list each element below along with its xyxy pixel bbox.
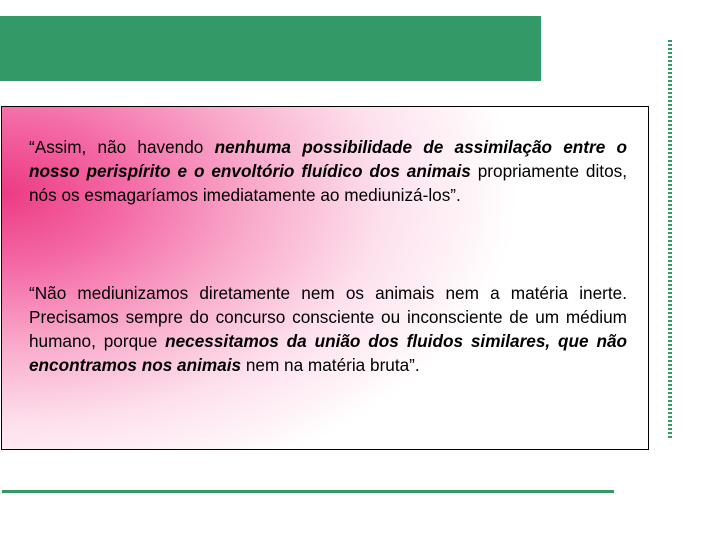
quote-paragraph-2 bbox=[29, 281, 627, 377]
title-banner bbox=[0, 16, 541, 81]
quote-paragraph-1 bbox=[29, 135, 627, 207]
quote-2-text-start: “Não mediunizamos diretamente nem os animais nem a matéria inerte. Precisamos sempre do concurso consciente ou inconsciente de um médium humano, porque bbox=[29, 283, 627, 351]
quote-box bbox=[1, 106, 649, 450]
quote-1-emphasis: nenhuma possibilidade de assimilação entre o nosso perispírito e o envoltório fluídico dos animais bbox=[29, 137, 627, 181]
bottom-rule bbox=[2, 490, 614, 493]
quote-1-text-end: propriamente ditos, nós os esmagaríamos imediatamente ao mediunizá-los”. bbox=[29, 161, 627, 205]
dotted-vertical-rule bbox=[668, 40, 672, 440]
quote-1-text-start: “Assim, não havendo bbox=[29, 137, 215, 157]
quote-2-emphasis: necessitamos da união dos fluidos similares, que não encontramos nos animais bbox=[29, 331, 627, 375]
quote-2-text-end: nem na matéria bruta”. bbox=[241, 355, 420, 375]
